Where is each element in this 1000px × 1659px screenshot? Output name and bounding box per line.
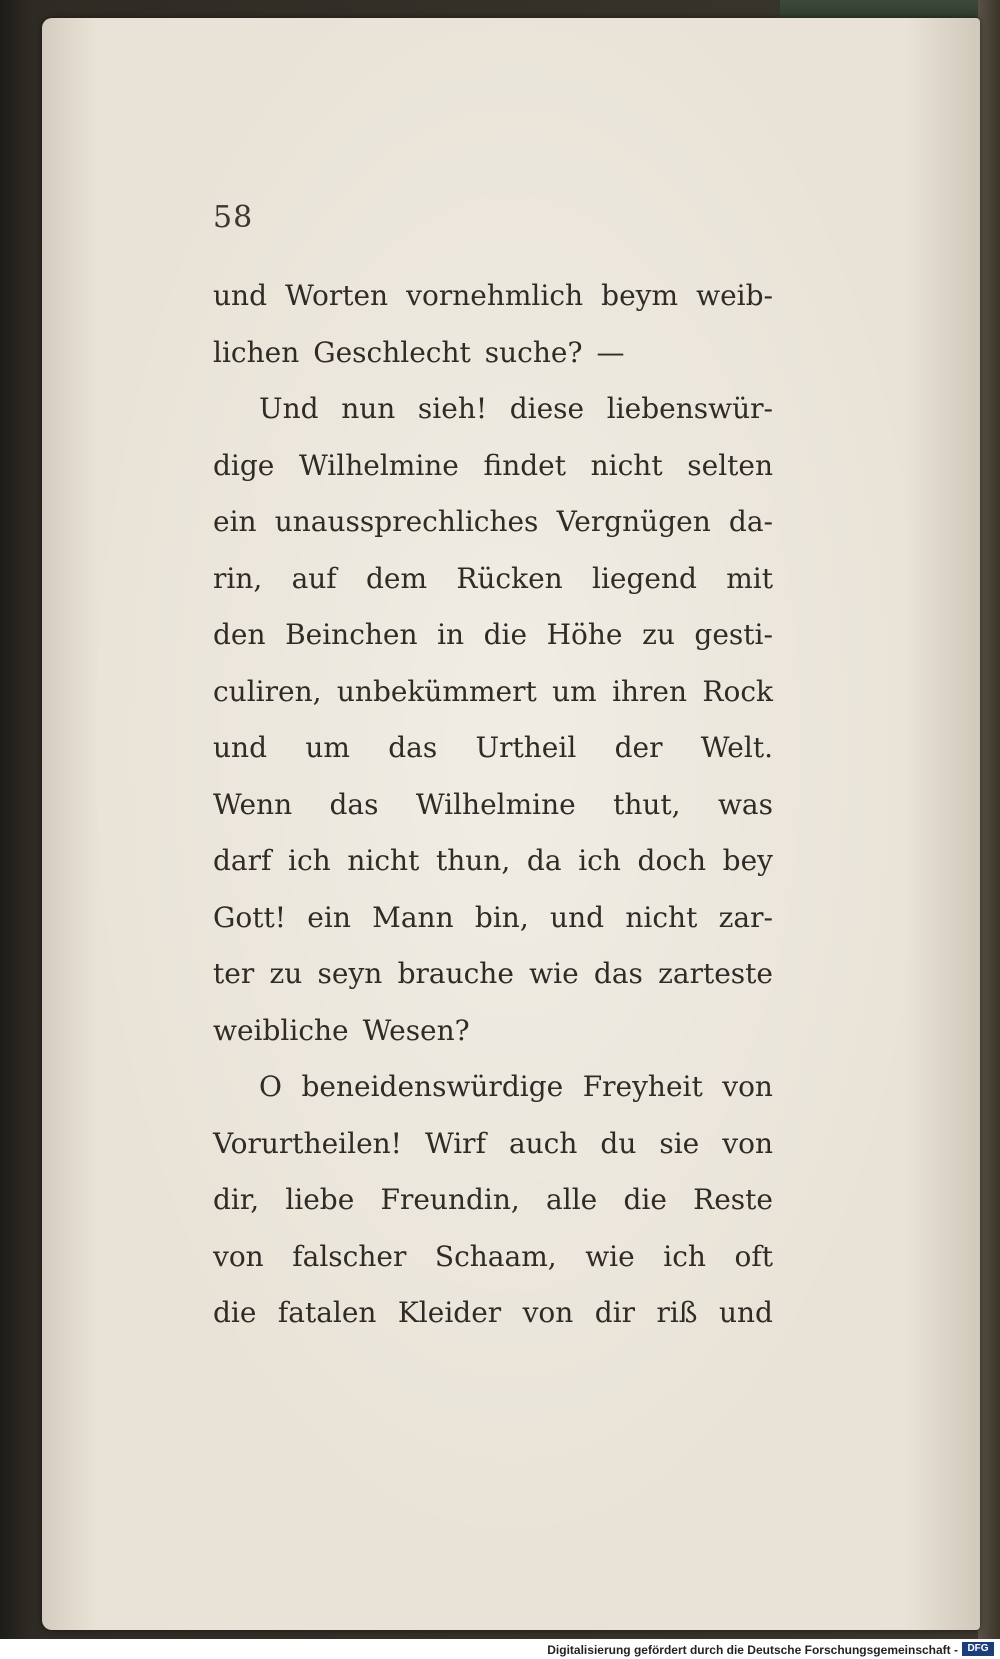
word: fatalen [277,1296,377,1329]
word: Beinchen [285,618,418,651]
word: das [388,731,438,764]
word: von [522,1296,574,1329]
word: suche? [484,335,583,369]
page-number: 58 [213,200,254,235]
text-line [213,890,773,947]
word: bey [722,844,773,877]
word: O [259,1070,282,1103]
word: thut, [613,787,681,821]
word: unaussprechliches [274,505,539,538]
word: Kleider [397,1296,502,1329]
word: von [722,1070,773,1103]
word: Wilhelmine [299,448,459,482]
text-line [213,325,773,382]
word: rin, [213,561,263,595]
word: dir, [213,1183,260,1216]
word: weibliche [213,1013,349,1047]
word: liebe [285,1183,355,1216]
word: nicht [590,448,663,482]
word: nun [341,392,396,425]
word: der [614,731,663,764]
text-line [213,438,773,495]
word: liebenswür- [606,392,773,425]
text-line [213,1059,773,1116]
word: nicht [347,844,420,877]
word: zarteste [658,957,773,990]
word: da [526,844,562,877]
word: seyn [317,957,383,990]
word: Wenn [213,787,293,821]
word: sieh! [417,392,488,425]
word: ich [663,1239,706,1273]
text-line [213,1116,773,1173]
text-line [213,720,773,777]
word: sie [659,1126,700,1160]
word: zu [269,957,303,990]
word: das [593,957,643,990]
word: weib- [696,279,773,312]
text-line [213,551,773,608]
word: dir [594,1296,636,1329]
word: du [600,1126,637,1160]
word: ich [578,844,621,877]
text-line [213,833,773,890]
book-binding-edge [978,0,1000,1640]
text-line [213,1172,773,1229]
word: Welt. [700,731,773,764]
word: vornehmlich [406,279,584,312]
funding-credit: Digitalisierung gefördert durch die Deutsche Forschungsgemeinschaft - [547,1643,958,1657]
word: ihren [612,674,688,708]
text-line [213,494,773,551]
word: darf [213,844,272,877]
word: Wesen? [362,1013,470,1047]
text-line [213,1229,773,1286]
word: und [213,279,267,312]
word: culiren, [213,674,322,708]
word: falscher [292,1239,407,1273]
word: Gott! [213,900,286,934]
word: beym [601,279,679,312]
word: die [483,618,528,651]
word: oft [734,1239,773,1273]
word: gesti- [694,618,773,651]
word: Vergnügen [556,505,711,538]
word: liegend [591,561,697,595]
word: um [552,674,597,708]
word: zu [642,618,675,651]
word: ich [288,844,331,877]
word: wie [585,1239,635,1273]
word: alle [546,1183,598,1216]
word: von [213,1239,264,1273]
word: in [437,618,465,651]
text-line [213,607,773,664]
word: das [329,787,379,821]
word: mit [726,561,773,595]
word: auf [291,561,337,595]
dfg-logo: DFG [962,1642,994,1656]
text-line [213,946,773,1003]
text-line [213,381,773,438]
word: Und [259,392,319,425]
word: da- [728,505,773,538]
word: Mann [372,900,454,934]
word: und [550,900,605,934]
text-line [213,1285,773,1342]
word: diese [509,392,585,425]
word: Geschlecht [313,335,471,369]
word: Worten [285,279,389,312]
word: und [718,1296,773,1329]
word: brauche [397,957,514,990]
word: findet [483,448,566,482]
word: — [596,335,625,369]
word: Reste [693,1183,773,1216]
word: ein [213,505,257,538]
word: Vorurtheilen! [213,1126,402,1160]
word: beneidenswürdige [301,1070,564,1103]
word: auch [508,1126,578,1160]
word: ein [307,900,351,934]
word: selten [687,448,773,482]
credit-footer [0,1639,1000,1659]
word: Rock [702,674,773,708]
word: doch [637,844,707,877]
word: Freyheit [582,1070,703,1103]
word: die [213,1296,257,1329]
word: dem [365,561,428,595]
word: Wirf [424,1126,486,1160]
word: Rücken [456,561,563,595]
word: lichen [213,335,300,369]
word: was [717,787,773,821]
text-line [213,664,773,721]
word: Freundin, [380,1183,520,1216]
word: ter [213,957,255,990]
word: riß [656,1296,698,1329]
word: dige [213,448,275,482]
text-line [213,777,773,834]
word: nicht [625,900,698,934]
word: den [213,618,266,651]
word: zar- [718,900,773,934]
word: thun, [435,844,511,877]
text-line [213,268,773,325]
word: und [213,731,267,764]
word: die [623,1183,667,1216]
word: unbekümmert [336,674,537,708]
word: bin, [474,900,529,934]
page-text [213,268,773,1342]
word: von [722,1126,773,1160]
word: Höhe [546,618,623,651]
word: Urtheil [475,731,577,764]
word: Schaam, [434,1239,557,1273]
word: wie [529,957,579,990]
text-line [213,1003,773,1060]
word: um [305,731,350,764]
word: Wilhelmine [415,787,576,821]
